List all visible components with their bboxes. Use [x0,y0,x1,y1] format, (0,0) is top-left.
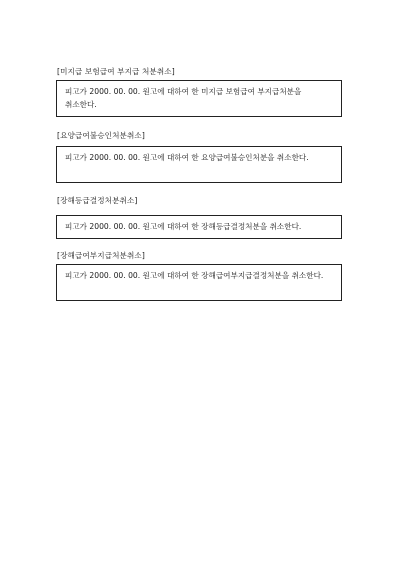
ruling-box-unpaid-benefit [56,80,342,117]
section-heading-unpaid-benefit: [미지급 보험급여 부지급 처분취소] [57,67,175,76]
section-heading-disability-benefit: [장해급여부지급처분취소] [57,251,145,260]
ruling-text-disability-benefit: 피고가 2000. 00. 00. 원고에 대하여 한 장해급여부지급결정처분을 취소한다. [65,271,324,280]
ruling-box-medical-care [56,146,342,183]
section-heading-disability-grade: [장해등급결정처분취소] [57,196,138,205]
ruling-text-disability-grade: 피고가 2000. 00. 00. 원고에 대하여 한 장해등급결정처분을 취소한다. [65,222,302,231]
ruling-text-unpaid-benefit: 피고가 2000. 00. 00. 원고에 대하여 한 미지급 보험급여 부지급처분을 취소한다. [65,87,302,109]
section-heading-medical-care: [요양급여불승인처분취소] [57,131,145,140]
ruling-box-disability-grade [56,215,342,239]
ruling-box-disability-benefit [56,264,342,301]
ruling-text-medical-care: 피고가 2000. 00. 00. 원고에 대하여 한 요양급여불승인처분을 취소한다. [65,153,309,162]
